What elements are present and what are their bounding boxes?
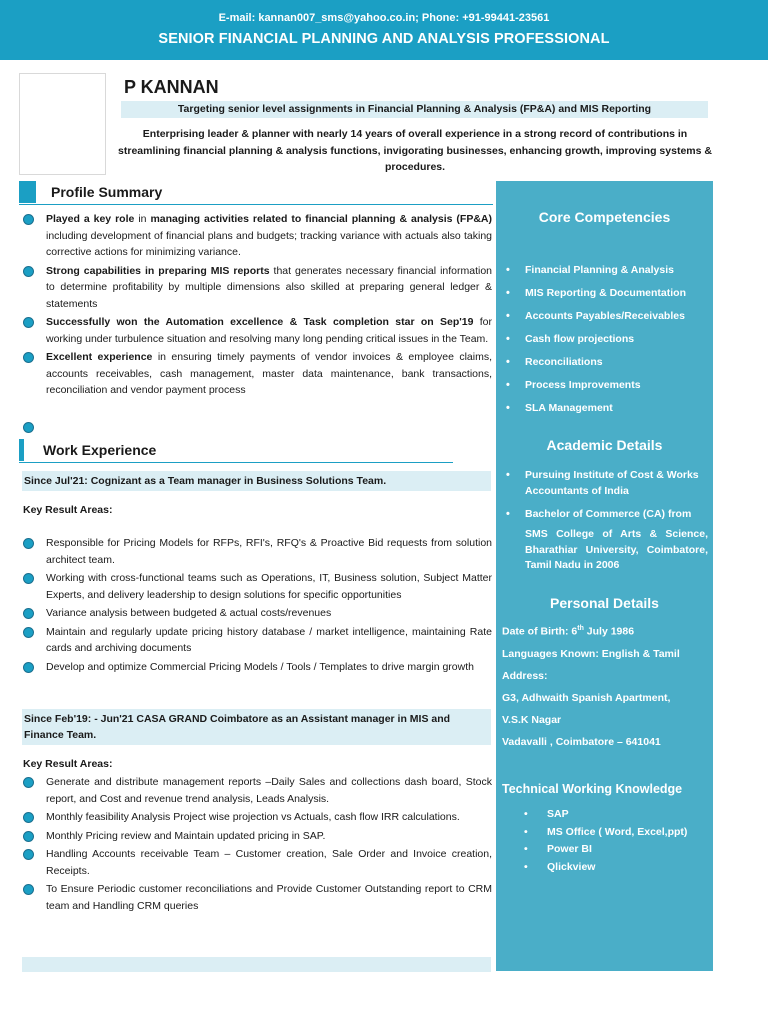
- list-item: Working with cross-functional teams such as Operations, IT, Business solution, Subject Matter Experts, and delivery leadership to design solutions for specific opportunities: [22, 570, 492, 603]
- date-of-birth: Date of Birth: 6th July 1986: [502, 625, 635, 638]
- profile-summary-heading: [19, 181, 493, 205]
- summary-lead: Enterprising leader & planner with nearly 14 years of overall experience in a strong record of contributions in streamlining financial planning & analysis functions, invigorating businesses, enhancing growth, improving systems & procedures.: [118, 128, 712, 173]
- job-title-cognizant: Since Jul'21: Cognizant as a Team manager in Business Solutions Team.: [22, 471, 491, 491]
- section-rule: [19, 204, 493, 206]
- section-accent: [19, 181, 36, 203]
- list-item: Generate and distribute management reports –Daily Sales and collections dash board, Stock report, and Cost and revenue trend analysis, Leads Analysis.: [22, 774, 492, 807]
- bullet-circle-icon: [23, 266, 34, 277]
- professional-title: SENIOR FINANCIAL PLANNING AND ANALYSIS PROFESSIONAL: [158, 31, 610, 47]
- bullet-circle-icon: [23, 662, 34, 673]
- bullet-circle-icon: [23, 538, 34, 549]
- list-item: • MIS Reporting & Documentation: [504, 286, 708, 302]
- address-label: Address:: [502, 670, 548, 682]
- list-item: • Cash flow projections: [504, 332, 708, 348]
- photo-placeholder: [19, 73, 106, 175]
- bullet-circle-icon: [23, 422, 34, 433]
- section-title: Work Experience: [43, 442, 157, 458]
- languages-known: Languages Known: English & Tamil: [502, 648, 680, 660]
- list-item: • Power BI: [524, 842, 704, 857]
- bullet-circle-icon: [23, 812, 34, 823]
- header-band: [0, 0, 768, 60]
- list-item: • SAP: [524, 807, 704, 822]
- core-competencies-heading: Core Competencies: [538, 209, 671, 225]
- personal-details-heading: Personal Details: [550, 595, 659, 611]
- address-line: V.S.K Nagar: [502, 714, 562, 726]
- academic-details-heading: Academic Details: [546, 437, 663, 453]
- bullet-circle-icon: [23, 884, 34, 895]
- bullet-circle-icon: [23, 831, 34, 842]
- kra-label: Key Result Areas:: [23, 758, 113, 770]
- list-item: Excellent experience in ensuring timely payments of vendor invoices & employee claims, accounts receivables, cash management, master data maintenance, bank transactions, reconciliation and vendor payment process: [22, 349, 492, 399]
- list-item: Handling Accounts receivable Team – Customer creation, Sale Order and Invoice creation, Receipts.: [22, 846, 492, 879]
- list-item: Develop and optimize Commercial Pricing Models / Tools / Templates to drive margin growth: [22, 659, 492, 676]
- profile-summary-list: [22, 211, 492, 401]
- technical-knowledge-heading: Technical Working Knowledge: [502, 782, 683, 796]
- list-item: • Financial Planning & Analysis: [504, 263, 708, 279]
- job1-responsibilities: [22, 535, 492, 677]
- bullet-circle-icon: [23, 214, 34, 225]
- bullet-circle-icon: [23, 573, 34, 584]
- bullet-circle-icon: [23, 608, 34, 619]
- core-competencies-list: [504, 263, 708, 424]
- list-item: Played a key role in managing activities related to financial planning & analysis (FP&A) including development of financial plans and budgets; tracking variance with actuals also taking corrective actions for minimizing variance.: [22, 211, 492, 261]
- list-item: Strong capabilities in preparing MIS reports that generates necessary financial information to determine profitability by multiple dimensions also skilled at preparing general ledger & statements: [22, 263, 492, 313]
- list-item: • Reconciliations: [504, 355, 708, 371]
- kra-label: Key Result Areas:: [23, 504, 113, 516]
- bullet-circle-icon: [23, 627, 34, 638]
- address-line: G3, Adhwaith Spanish Apartment,: [502, 692, 671, 704]
- list-item: Successfully won the Automation excellence & Task completion star on Sep'19 for working under turbulence situation and resolving many long pending critical issues in the Team.: [22, 314, 492, 347]
- list-item: • Pursuing Institute of Cost & Works Accountants of India: [504, 468, 708, 499]
- list-item: • Process Improvements: [504, 378, 708, 394]
- academic-list: [504, 468, 708, 530]
- list-item: Monthly Pricing review and Maintain updated pricing in SAP.: [22, 828, 492, 845]
- list-item: To Ensure Periodic customer reconciliations and Provide Customer Outstanding report to CRM team and Handling CRM queries: [22, 881, 492, 914]
- bullet-circle-icon: [23, 777, 34, 788]
- list-item: • Bachelor of Commerce (CA) from: [504, 507, 708, 523]
- list-item: • MS Office ( Word, Excel,ppt): [524, 825, 704, 840]
- section-rule: [19, 462, 453, 464]
- list-item: • Qlickview: [524, 860, 704, 875]
- sidebar-panel: [496, 181, 713, 971]
- address-line: Vadavalli , Coimbatore – 641041: [502, 736, 661, 748]
- list-item: • Accounts Payables/Receivables: [504, 309, 708, 325]
- section-title: Profile Summary: [51, 184, 163, 200]
- bullet-circle-icon: [23, 317, 34, 328]
- list-item: Maintain and regularly update pricing history database / market intelligence, maintaining Rate cards and archiving documents: [22, 624, 492, 657]
- list-item: • SLA Management: [504, 401, 708, 417]
- candidate-name: P KANNAN: [124, 77, 219, 97]
- list-item: Variance analysis between budgeted & actual costs/revenues: [22, 605, 492, 622]
- work-experience-heading: [19, 439, 453, 463]
- academic-continuation: SMS College of Arts & Science, Bharathiar University, Coimbatore, Tamil Nadu in 2006: [525, 528, 708, 572]
- section-accent: [19, 439, 24, 461]
- technical-list: [524, 807, 704, 877]
- bullet-circle-icon: [23, 352, 34, 363]
- list-item: Monthly feasibility Analysis Project wise projection vs Actuals, cash flow IRR calculations.: [22, 809, 492, 826]
- bullet-circle-icon: [23, 849, 34, 860]
- footer-bar: [22, 957, 491, 972]
- job2-responsibilities: [22, 774, 492, 916]
- job-title-casagrand: Since Feb'19: - Jun'21 CASA GRAND Coimbatore as an Assistant manager in MIS and Finance Team.: [22, 709, 491, 745]
- list-item: Responsible for Pricing Models for RFPs, RFI's, RFQ's & Proactive Bid requests from solution architect team.: [22, 535, 492, 568]
- contact-line: E-mail: kannan007_sms@yahoo.co.in; Phone: +91-99441-23561: [218, 12, 550, 24]
- target-statement: Targeting senior level assignments in Financial Planning & Analysis (FP&A) and MIS Reporting: [121, 101, 708, 118]
